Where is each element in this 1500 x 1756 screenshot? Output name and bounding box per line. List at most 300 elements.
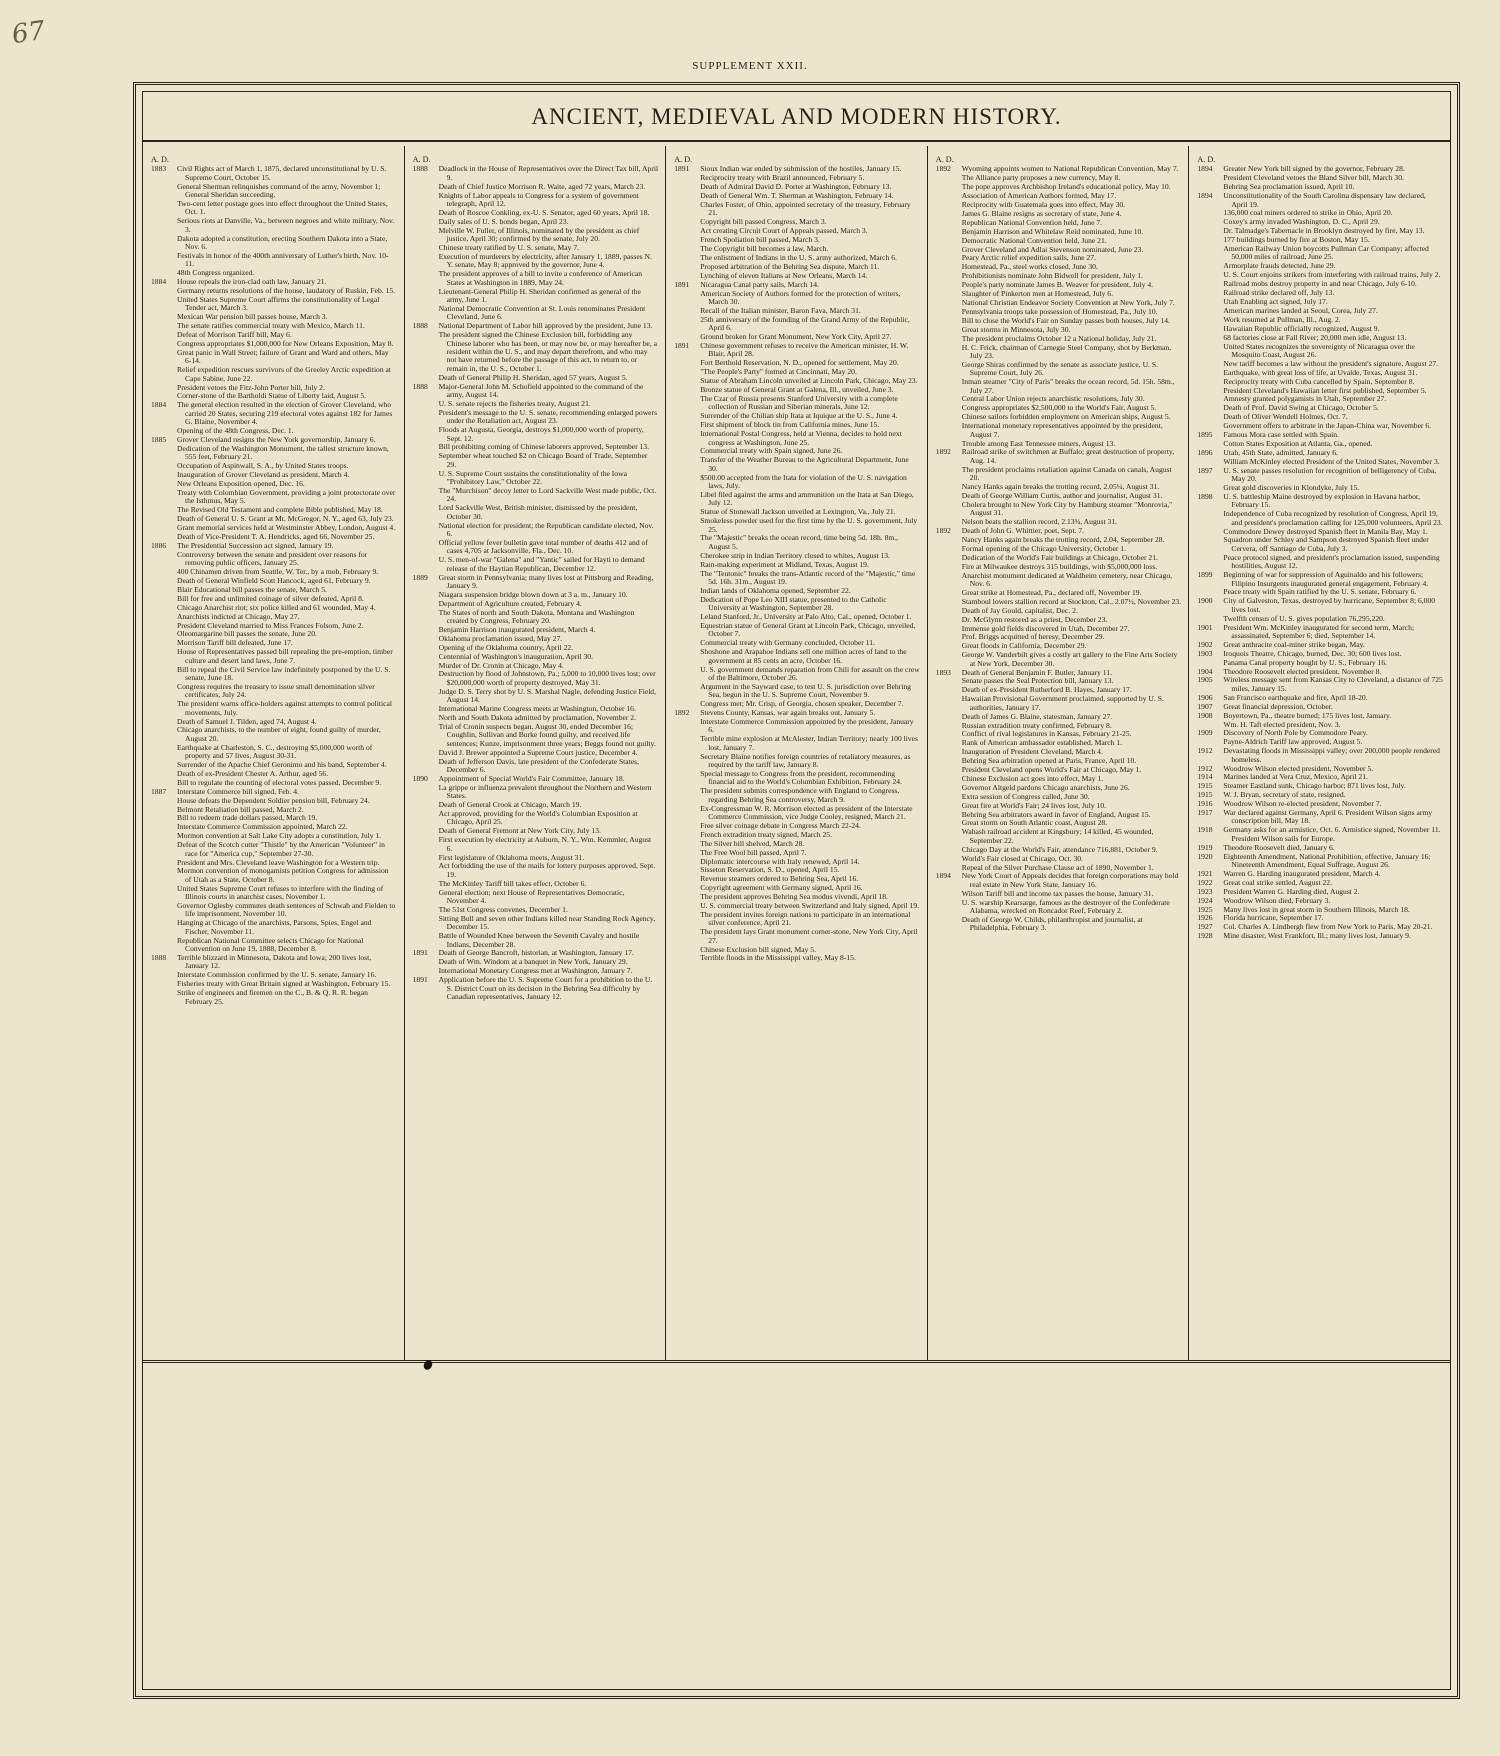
- entry-text: Mormon convention at Salt Lake City adopts a constitution, July 1.: [177, 831, 382, 841]
- entry-year: [413, 958, 439, 966]
- entry-year: [1197, 360, 1223, 368]
- entry-text: Woodrow Wilson re-elected president, November 7.: [1223, 799, 1382, 809]
- history-entry: [1197, 458, 1443, 466]
- entry-text: Independence of Cuba recognized by resolution of Congress, April 19, and president's proclamation calling for 125,000 volunteers, April 23.: [1223, 509, 1443, 527]
- entry-text: Inauguration of Grover Cleveland as president, March 4.: [177, 470, 350, 480]
- history-entry: [413, 556, 659, 573]
- entry-text: Ground broken for Grant Monument, New York City, April 27.: [700, 332, 892, 342]
- entry-text: Greater New York bill signed by the governor, February 28.: [1223, 164, 1405, 174]
- history-entry: [674, 648, 920, 665]
- entry-year: [151, 183, 177, 200]
- entry-year: [674, 787, 700, 804]
- entry-text: Death of General Wm. T. Sherman at Washington, February 14.: [700, 191, 894, 201]
- entry-text: Col. Charles A. Lindbergh flew from New York to Paris, May 20-21.: [1223, 922, 1433, 932]
- entry-text: Repeal of the Silver Purchase Clause act of 1890, November 1.: [961, 862, 1154, 872]
- entry-year: 1888: [412, 164, 428, 174]
- history-entry: [151, 604, 397, 612]
- entry-text: French extradition treaty signed, March 25.: [700, 829, 832, 839]
- entry-year: 1920: [1197, 851, 1213, 861]
- history-entry: [674, 561, 920, 569]
- history-entry: [936, 793, 1182, 801]
- entry-year: [674, 866, 700, 874]
- history-entry: [936, 219, 1182, 227]
- entry-year: [413, 487, 439, 504]
- history-entry: [413, 644, 659, 652]
- entry-year: [674, 840, 700, 848]
- entry-text: Death of Samuel J. Tilden, aged 74, August 4.: [177, 716, 317, 726]
- entry-text: Opening of the 48th Congress, Dec. 1.: [177, 426, 294, 436]
- history-entry: [413, 192, 659, 209]
- entry-text: Grover Cleveland and Adlai Stevenson nominated, June 23.: [961, 244, 1144, 254]
- entry-text: Free silver coinage debate in Congress March 22-24.: [700, 820, 861, 830]
- entry-year: [936, 545, 962, 553]
- history-entry: [413, 331, 659, 373]
- entry-text: Controversy between the senate and president over reasons for removing public officers, January 25.: [177, 549, 368, 568]
- entry-year: [674, 474, 700, 491]
- entry-text: Act forbidding the use of the mails for lottery purposes approved, Sept. 19.: [438, 861, 656, 879]
- entry-text: Death of Jay Gould, capitalist, Dec. 2.: [961, 605, 1078, 615]
- entry-text: William McKinley elected President of the United States, November 3.: [1223, 456, 1440, 466]
- entry-text: Death of George William Curtis, author and journalist, August 31.: [961, 490, 1163, 500]
- entry-text: American Railway Union boycotts Pullman Car Company; affected 50,000 miles of railroad, June 25.: [1223, 244, 1429, 262]
- entry-text: Chinese treaty ratified by U. S. senate, May 7.: [438, 243, 580, 253]
- entry-text: War declared against Germany, April 6. President Wilson signs army conscription bill, May 18.: [1223, 808, 1433, 826]
- entry-year: [674, 218, 700, 226]
- history-entry: [413, 574, 659, 591]
- entry-text: The States of north and South Dakota, Montana and Washington created by Congress, February 20.: [438, 607, 635, 626]
- entry-year: [936, 563, 962, 571]
- entry-year: [413, 635, 439, 643]
- history-entry: [151, 489, 397, 506]
- history-entry: [1197, 378, 1443, 386]
- history-entry: [413, 749, 659, 757]
- entry-year: [413, 209, 439, 217]
- entry-year: [413, 705, 439, 713]
- entry-text: Nancy Hanks again breaks the trotting record, 2.04, September 28.: [961, 534, 1165, 544]
- entry-text: House repeals the iron-clad oath law, January 21.: [177, 277, 327, 287]
- history-entry: [413, 165, 659, 182]
- entry-year: [413, 591, 439, 599]
- entry-year: 1896: [1197, 447, 1213, 457]
- entry-text: Congress appropriates $2,500,000 to the World's Fair, August 5.: [961, 403, 1157, 413]
- entry-year: [674, 552, 700, 560]
- entry-text: Death of Jefferson Davis, late president of the Confederate States, December 6.: [438, 756, 639, 774]
- history-entry: [413, 784, 659, 801]
- entry-year: [151, 613, 177, 621]
- entry-year: [413, 827, 439, 835]
- entry-year: [413, 452, 439, 469]
- entry-text: Democratic National Convention held, June 21.: [961, 235, 1107, 245]
- entry-text: Revenue steamers ordered to Behring Sea, April 16.: [700, 874, 859, 884]
- entry-text: Mormon convention of monogamists petition Congress for admission of Utah as a State, October 8.: [177, 866, 389, 884]
- entry-year: [936, 589, 962, 597]
- entry-text: Belmont Retaliation bill passed, March 2.: [177, 804, 304, 814]
- entry-text: Earthquake, with great loss of life, at Uvalde, Texas, August 31.: [1223, 367, 1418, 377]
- entry-text: Beginning of war for suppression of Aguinaldo and his followers; Filipino Insurgents inaugurated general engagement, February 4.: [1223, 570, 1429, 588]
- history-entry: [674, 201, 920, 218]
- entry-year: 1890: [412, 773, 428, 783]
- entry-text: Death of ex-President Chester A. Arthur, aged 56.: [177, 768, 329, 778]
- entry-text: National election for president; the Republican candidate elected, Nov. 6.: [438, 520, 654, 538]
- history-entry: [1197, 343, 1443, 360]
- entry-text: Railroad strike declared off, July 13.: [1223, 288, 1335, 298]
- entry-text: Discovery of North Pole by Commodore Peary.: [1223, 728, 1368, 738]
- entry-year: [674, 946, 700, 954]
- entry-year: [936, 404, 962, 412]
- entry-year: [413, 504, 439, 521]
- entry-text: Theodore Roosevelt elected president, November 8.: [1223, 666, 1382, 676]
- entry-text: Great coal strike settled, August 22.: [1223, 877, 1332, 887]
- history-entry: [151, 648, 397, 665]
- entry-text: International Monetary Congress met at Washington, January 7.: [438, 966, 633, 976]
- entry-year: [1197, 404, 1223, 412]
- history-entry: [413, 183, 659, 191]
- history-entry: [151, 683, 397, 700]
- history-entry: [1197, 369, 1443, 377]
- history-column-5: [1189, 146, 1450, 1360]
- entry-text: Association of American Authors formed, May 17.: [961, 191, 1117, 201]
- entry-text: Mine disaster, West Frankfort, Ill.; many lives lost, January 9.: [1223, 931, 1411, 941]
- entry-text: The Revised Old Testament and complete Bible published, May 18.: [177, 505, 383, 515]
- history-entry: [413, 810, 659, 827]
- entry-text: U. S. senate rejects the fisheries treaty, August 21.: [438, 398, 591, 408]
- entry-text: Chinese Exclusion bill signed, May 5.: [700, 944, 816, 954]
- entry-text: Trial of Cronin suspects began, August 30, ended December 16; Coughlin, Sullivan and Burke found guilty, and received life sentences; Kunze, imprisonment three years; Beggs found not guilty.: [438, 721, 656, 748]
- entry-year: [936, 802, 962, 810]
- history-entry: [413, 383, 659, 400]
- entry-text: President Cleveland vetoes the Bland Silver bill, March 30.: [1223, 173, 1404, 183]
- entry-year: [936, 651, 962, 668]
- entry-text: Morrison Tariff bill defeated, June 17.: [177, 638, 293, 648]
- entry-text: Destruction by flood of Johnstown, Pa.; 5,000 to 10,000 lives lost; over $20,000,000 worth of property destroyed, May 31.: [438, 669, 656, 687]
- entry-year: [413, 609, 439, 626]
- history-entry: [674, 570, 920, 587]
- entry-text: Death of ex-President Rutherford B. Hayes, January 17.: [961, 685, 1132, 695]
- entry-text: Lord Sackville West, British minister, dismissed by the president, October 30.: [438, 503, 638, 521]
- entry-year: [936, 378, 962, 395]
- history-entry: [936, 784, 1182, 792]
- entry-text: Pennsylvania troops take possession of Homestead, Pa., July 10.: [961, 306, 1158, 316]
- history-entry: [1197, 712, 1443, 720]
- entry-text: Great storm on South Atlantic coast, August 28.: [961, 818, 1108, 828]
- entry-year: [674, 666, 700, 683]
- entry-text: San Francisco earthquake and fire, April 18-20.: [1223, 692, 1368, 702]
- entry-year: [151, 604, 177, 612]
- history-entry: [936, 335, 1182, 343]
- history-entry: [1197, 879, 1443, 887]
- entry-text: Niagara suspension bridge blown down at 3 a. m., January 10.: [438, 589, 628, 599]
- entry-year: [674, 307, 700, 315]
- handwritten-page-number: 67: [10, 15, 48, 51]
- entry-year: [151, 296, 177, 313]
- entry-text: The general election resulted in the election of Grover Cleveland, who carried 20 States, securing 219 electoral votes against 182 for James G. Blaine, November 4.: [177, 400, 393, 427]
- entry-text: Deadlock in the House of Representatives over the Direct Tax bill, April 9.: [438, 164, 659, 182]
- entry-year: 1883: [151, 164, 167, 174]
- entry-year: [151, 761, 177, 769]
- entry-text: Bill to close the World's Fair on Sunday passes both houses, July 14.: [961, 315, 1170, 325]
- entry-year: 1906: [1197, 692, 1213, 702]
- entry-year: [1197, 245, 1223, 262]
- history-entry: [674, 316, 920, 333]
- entry-text: Death of Admiral David D. Porter at Washington, February 13.: [700, 182, 892, 192]
- entry-year: [674, 395, 700, 412]
- entry-text: Reciprocity treaty with Brazil announced, February 5.: [700, 173, 865, 183]
- entry-text: Rank of American ambassador established, March 1.: [961, 738, 1123, 748]
- entry-year: [151, 797, 177, 805]
- history-entry: [151, 401, 397, 426]
- history-entry: [674, 683, 920, 700]
- entry-text: Great anthracite coal-miner strike began, May.: [1223, 639, 1365, 649]
- history-entry: [674, 666, 920, 683]
- entry-year: [936, 536, 962, 544]
- entry-text: American marines landed at Seoul, Corea, July 27.: [1223, 305, 1378, 315]
- entry-text: Congress appropriates $1,000,000 for New Orleans Exposition, May 8.: [177, 339, 394, 349]
- history-entry: [413, 470, 659, 487]
- entry-text: New tariff becomes a law without the president's signature, August 27.: [1223, 358, 1439, 368]
- entry-text: Republican National Convention held, June 7.: [961, 217, 1103, 227]
- entry-year: [674, 902, 700, 910]
- history-entry: [674, 911, 920, 928]
- entry-year: [413, 749, 439, 757]
- entry-text: General Sherman relinquishes command of the army, November 1; General Sheridan succeeding.: [177, 181, 381, 200]
- entry-text: International Marine Congress meets at Washington, October 16.: [438, 704, 636, 714]
- entry-year: [151, 823, 177, 831]
- entry-year: [936, 819, 962, 827]
- entry-text: Murder of Dr. Cronin at Chicago, May 4.: [438, 660, 564, 670]
- entry-year: [674, 245, 700, 253]
- history-entry: [1197, 826, 1443, 843]
- entry-text: President Cleveland married to Miss Frances Folsom, June 2.: [177, 620, 364, 630]
- entry-text: Centennial of Washington's inauguration, April 30.: [438, 651, 593, 661]
- entry-text: Marines landed at Vera Cruz, Mexico, April 21.: [1223, 772, 1368, 782]
- entry-year: 1895: [1197, 430, 1213, 440]
- entry-year: [151, 867, 177, 884]
- history-entry: [151, 841, 397, 858]
- entry-year: [413, 400, 439, 408]
- entry-text: International Postal Congress, held at Vienna, decides to hold next congress at Washington, June 25.: [700, 429, 902, 447]
- entry-text: Mexican War pension bill passes house, March 3.: [177, 312, 328, 322]
- entry-text: Bill for free and unlimited coinage of silver defeated, April 8.: [177, 593, 364, 603]
- history-entry: [413, 758, 659, 775]
- entry-text: Diplomatic intercourse with Italy renewed, April 14.: [700, 856, 860, 866]
- entry-year: [413, 758, 439, 775]
- history-entry: [936, 361, 1182, 378]
- entry-year: 1919: [1197, 842, 1213, 852]
- history-entry: [413, 227, 659, 244]
- entry-year: [151, 744, 177, 761]
- entry-text: Woodrow Wilson died, February 3.: [1223, 895, 1331, 905]
- history-entry: [1197, 624, 1443, 641]
- entry-text: Great strike at Homestead, Pa., declared off, November 19.: [961, 587, 1142, 597]
- history-entry: [936, 651, 1182, 668]
- entry-text: James G. Blaine resigns as secretary of state, June 4.: [961, 208, 1122, 218]
- entry-year: [413, 889, 439, 906]
- entry-text: Hanging at Chicago of the anarchists, Parsons, Spies, Engel and Fischer, November 11.: [177, 918, 372, 936]
- entry-year: [936, 748, 962, 756]
- history-entry: [151, 366, 397, 383]
- history-entry: [413, 775, 659, 783]
- history-entry: [674, 718, 920, 735]
- entry-year: [936, 326, 962, 334]
- entry-year: [413, 331, 439, 373]
- entry-year: [151, 313, 177, 321]
- entry-year: 1888: [151, 952, 167, 962]
- entry-year: 1922: [1197, 877, 1213, 887]
- entry-text: President and Mrs. Cleveland leave Washington for a Western trip.: [177, 857, 380, 867]
- entry-year: [674, 377, 700, 385]
- history-entry: [674, 290, 920, 307]
- entry-text: Interstate Commerce Commission appointed by the president, January 6.: [700, 717, 914, 735]
- entry-text: Indian lands of Oklahoma opened, September 22.: [700, 585, 851, 595]
- entry-text: Dr. McGlynn restored as a priest, December 23.: [961, 614, 1108, 624]
- entry-year: [151, 859, 177, 867]
- document-frame: [133, 82, 1460, 1699]
- entry-text: Eighteenth Amendment, National Prohibition, effective, January 16; Nineteenth Amendment, Equal Suffrage, August 26.: [1223, 851, 1431, 869]
- entry-year: [151, 814, 177, 822]
- entry-text: First execution by electricity at Auburn, N. Y., Wm. Kemmler, August 6.: [438, 835, 652, 853]
- entry-text: Defeat of Morrison Tariff bill, May 6.: [177, 330, 292, 340]
- entry-text: Death of Wm. Windom at a banquet in New York, January 29.: [438, 957, 628, 967]
- entry-text: Lieutenant-General Philip H. Sheridan confirmed as general of the army, June 1.: [438, 286, 641, 304]
- entry-text: Oklahoma proclamation issued, May 27.: [438, 633, 563, 643]
- history-entry: [1197, 747, 1443, 764]
- entry-year: [674, 192, 700, 200]
- history-entry: [674, 770, 920, 787]
- entry-text: Chinese Exclusion act goes into effect, May 1.: [961, 773, 1104, 783]
- entry-text: Wireless message sent from Kansas City to Cleveland, a distance of 725 miles, January 15.: [1223, 675, 1443, 693]
- history-entry: [1197, 192, 1443, 209]
- entry-text: Payne-Aldrich Tariff law approved, August 5.: [1223, 737, 1363, 747]
- entry-text: The president warns office-holders against attempts to control political movements, July.: [177, 699, 392, 717]
- entry-text: Coxey's army invaded Washington, D. C., April 29.: [1223, 217, 1380, 227]
- entry-year: [413, 854, 439, 862]
- entry-year: 1927: [1197, 922, 1213, 932]
- entry-year: [674, 201, 700, 218]
- history-entry: [674, 840, 920, 848]
- entry-text: Copyright bill passed Congress, March 3.: [700, 217, 827, 227]
- entry-text: Stamboul lowers stallion record at Stockton, Cal., 2.07½, November 23.: [961, 596, 1182, 606]
- entry-year: [1197, 528, 1223, 536]
- entry-text: Bronze statue of General Grant at Galena, Ill., unveiled, June 3.: [700, 385, 894, 395]
- history-entry: [1197, 554, 1443, 571]
- entry-text: Conflict of rival legislatures in Kansas, February 21-25.: [961, 729, 1132, 739]
- entry-year: [151, 622, 177, 630]
- history-entry: [674, 272, 920, 280]
- history-entry: [413, 653, 659, 661]
- entry-text: September wheat touched $2 on Chicago Board of Trade, September 29.: [438, 451, 648, 469]
- entry-text: Nicaragua Canal party sails, March 14.: [700, 279, 819, 289]
- entry-year: [936, 642, 962, 650]
- entry-year: [936, 899, 962, 916]
- entry-year: 1905: [1197, 675, 1213, 685]
- entry-year: [151, 586, 177, 594]
- history-entry: [151, 779, 397, 787]
- entry-text: Wabash railroad accident at Kingsbury; 14 killed, 45 wounded, September 22.: [961, 827, 1154, 845]
- entry-year: [936, 422, 962, 439]
- history-entry: [936, 828, 1182, 845]
- entry-year: 1898: [1197, 491, 1213, 501]
- entry-text: Terrible floods in the Mississippi valley, May 8-15.: [700, 953, 856, 963]
- history-entry: [151, 666, 397, 683]
- entry-year: [151, 200, 177, 217]
- entry-text: U. S. commercial treaty between Switzerland and Italy signed, April 19.: [700, 901, 920, 911]
- entry-text: Fort Berthold Reservation, N. D., opened for settlement, May 20.: [700, 358, 899, 368]
- entry-year: [151, 770, 177, 778]
- history-entry: [936, 317, 1182, 325]
- entry-text: Death of Vice-President T. A. Hendricks, aged 66, November 25.: [177, 531, 375, 541]
- entry-year: [674, 587, 700, 595]
- entry-text: International monetary representatives appointed by the president, August 7.: [961, 421, 1163, 439]
- entry-text: Hawaiian Provisional Government proclaimed, supported by U. S. authorities, January 17.: [961, 694, 1164, 712]
- entry-text: Armorplate frauds detected, June 29.: [1223, 261, 1336, 271]
- entry-text: Festivals in honor of the 400th anniversary of Luther's birth, Nov. 10-11.: [177, 250, 389, 269]
- entry-text: Treaty with Colombian Government, providing a joint protectorate over the Isthmus, May 5.: [177, 487, 396, 506]
- entry-year: 1891: [674, 279, 690, 289]
- entry-year: [936, 308, 962, 316]
- entry-text: The enlistment of Indians in the U. S. army authorized, March 6.: [700, 252, 897, 262]
- entry-year: [413, 183, 439, 191]
- entry-text: National Christian Endeavor Society Convention at New York, July 7.: [961, 298, 1175, 307]
- history-entry: [1197, 615, 1443, 623]
- entry-text: Daily sales of U. S. bonds began, April 23.: [438, 216, 569, 226]
- history-entry: [413, 609, 659, 626]
- entry-text: Warren G. Harding inaugurated president, March 4.: [1223, 868, 1381, 878]
- entry-text: Formal opening of the Chicago University, October 1.: [961, 543, 1126, 553]
- entry-year: 1928: [1197, 931, 1213, 941]
- entry-text: Theodore Roosevelt died, January 6.: [1223, 842, 1335, 852]
- entry-year: [936, 219, 962, 227]
- entry-year: 1899: [1197, 570, 1213, 580]
- entry-text: David J. Brewer appointed a Supreme Court justice, December 4.: [438, 747, 638, 757]
- entry-year: [674, 412, 700, 420]
- history-entry: [413, 670, 659, 687]
- entry-year: [674, 770, 700, 787]
- entry-year: 1888: [412, 381, 428, 391]
- entry-year: [413, 556, 439, 573]
- history-entry: [1197, 571, 1443, 588]
- entry-year: [674, 858, 700, 866]
- history-entry: [413, 836, 659, 853]
- entry-text: Railroad strike of switchmen at Buffalo; great destruction of property, Aug. 14.: [961, 447, 1175, 465]
- entry-text: New Orleans Exposition opened, Dec. 16.: [177, 479, 305, 489]
- history-entry: [936, 607, 1182, 615]
- entry-text: Immense gold fields discovered in Utah, December 27.: [961, 623, 1130, 633]
- entry-text: Dakota adopted a constitution, erecting Southern Dakota into a State, Nov. 6.: [177, 233, 388, 252]
- entry-text: Sitting Bull and seven other Indians killed near Standing Rock Agency, December 15.: [438, 913, 656, 932]
- entry-year: [936, 344, 962, 361]
- entry-year: [674, 622, 700, 639]
- entry-year: [151, 287, 177, 295]
- entry-year: [151, 639, 177, 647]
- entry-text: Great storm in Pennsylvania; many lives lost at Pittsburg and Reading, January 9.: [438, 572, 654, 590]
- entry-year: [936, 281, 962, 289]
- entry-year: [413, 915, 439, 932]
- history-entry: [1197, 316, 1443, 324]
- entry-text: Great gold discoveries in Klondyke, July 15.: [1223, 483, 1360, 493]
- history-entry: [674, 395, 920, 412]
- entry-year: [413, 426, 439, 443]
- entry-year: [936, 272, 962, 280]
- entry-year: [413, 662, 439, 670]
- entry-year: [674, 227, 700, 235]
- entry-year: [936, 766, 962, 774]
- entry-text: Shoshone and Arapahoe Indians sell one million acres of land to the government at 85 cents an acre, October 16.: [700, 647, 907, 665]
- entry-text: Fisheries treaty with Great Britain signed at Washington, February 15.: [177, 979, 391, 989]
- entry-text: Prohibitionists nominate John Bidwell for president, July 1.: [961, 271, 1143, 281]
- history-entry: [413, 374, 659, 382]
- entry-text: Floods at Augusta, Georgia, destroys $1,000,000 worth of property, Sept. 12.: [438, 425, 644, 443]
- entry-text: Corner-stone of the Bartholdi Statue of Liberty laid, August 5.: [177, 391, 367, 401]
